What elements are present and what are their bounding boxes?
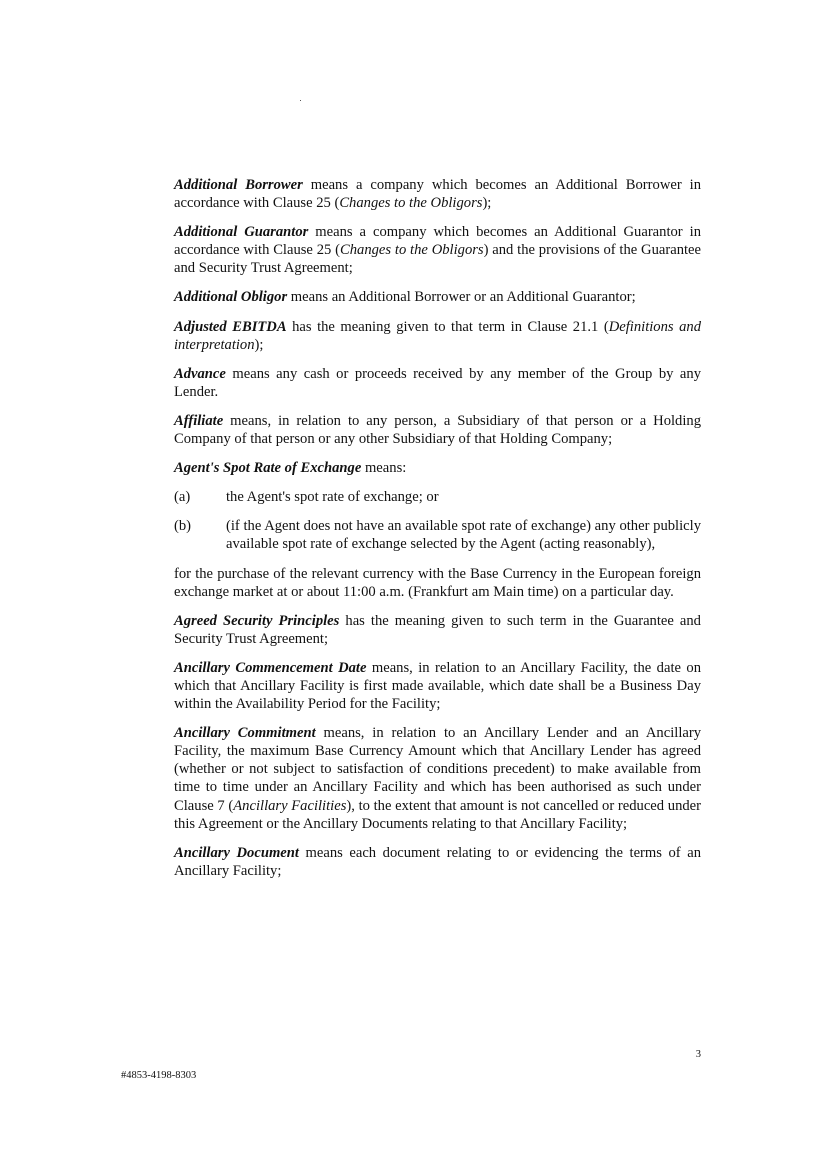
list-label: (a) — [174, 489, 191, 506]
definition-text: means, in relation to an Ancillary Facility, the date on which that Ancillary Facility is first made available, which date shall be a Business Day within the Availability Period for the Facility; — [174, 659, 701, 713]
definition-text: ) and the provisions of the Guarantee and Security Trust Agreement; — [174, 242, 702, 277]
defined-term: Additional Obligor — [174, 289, 288, 306]
defined-term: Additional Borrower — [174, 177, 303, 193]
definition-text: has the meaning given to such term in the Guarantee and Security Trust Agreement; — [174, 612, 701, 647]
definition-paragraph — [174, 176, 701, 212]
definition-paragraph — [174, 459, 701, 477]
definition-text: means a company which becomes an Additional Guarantor in accordance with Clause 25 ( — [174, 224, 701, 259]
list-item — [174, 488, 701, 506]
definition-text: ); — [254, 336, 264, 353]
definition-paragraph — [174, 223, 701, 277]
definition-paragraph — [174, 612, 701, 648]
clause-reference: Changes to the Obligors — [340, 242, 484, 259]
definition-paragraph — [174, 365, 701, 401]
defined-term: Agreed Security Principles — [174, 612, 340, 629]
continuation-paragraph: for the purchase of the relevant currency with the Base Currency in the European foreign exchange market at or about 11:00 a.m. (Frankfurt am Main time) on a particular day. — [174, 565, 701, 600]
document-id: #4853-4198-8303 — [121, 1070, 197, 1081]
clause-reference: Definitions and interpretation — [174, 318, 701, 353]
clause-reference: Ancillary Facilities — [233, 797, 347, 814]
definition-text: means a company which becomes an Additional Borrower in accordance with Clause 25 ( — [174, 177, 702, 212]
definition-text: means, in relation to any person, a Subsidiary of that person or a Holding Company of that person or any other Subsidiary of that Holding Company; — [174, 412, 701, 448]
defined-term: Ancillary Commitment — [174, 725, 316, 742]
document-body — [174, 176, 701, 891]
clause-reference: Changes to the Obligors — [339, 195, 483, 212]
list-label: (b) — [174, 518, 192, 535]
definition-text: means each document relating to or evidencing the terms of an Ancillary Facility; — [174, 844, 702, 879]
list-item — [174, 517, 701, 553]
list-text: (if the Agent does not have an available spot rate of exchange) any other publicly available spot rate of exchange selected by the Agent (acting reasonably), — [226, 518, 701, 553]
defined-term: Agent's Spot Rate of Exchange — [174, 460, 362, 477]
definition-text: means, in relation to an Ancillary Lender and an Ancillary Facility, the maximum Base Currency Amount which that Ancillary Lender has agreed (whether or not subject to satisfaction of conditions precedent) to make available from time to time under an Ancillary Facility and which has been authorised as such under Clause 7 ( — [174, 725, 702, 814]
definition-paragraph — [174, 724, 701, 833]
defined-term: Ancillary Document — [174, 844, 299, 861]
definition-paragraph — [174, 844, 701, 880]
defined-term: Additional Guarantor — [174, 224, 309, 241]
page-number: 3 — [695, 1049, 701, 1060]
definition-text: means: — [361, 460, 407, 477]
definition-text: means any cash or proceeds received by any member of the Group by any Lender. — [174, 365, 701, 400]
definition-text: ), to the extent that amount is not cancelled or reduced under this Agreement or the Ancillary Documents relating to that Ancillary Facility; — [174, 797, 701, 832]
stray-mark — [300, 100, 301, 101]
definition-paragraph — [174, 318, 701, 354]
definition-text: ); — [482, 195, 492, 212]
definition-text: means an Additional Borrower or an Additional Guarantor; — [287, 289, 636, 306]
defined-term: Ancillary Commencement Date — [174, 659, 367, 676]
defined-term: Advance — [174, 365, 226, 382]
definition-text: has the meaning given to that term in Clause 21.1 ( — [286, 318, 609, 335]
definition-paragraph — [174, 412, 701, 448]
definition-paragraph — [174, 659, 701, 713]
definition-paragraph — [174, 288, 701, 306]
defined-term: Affiliate — [174, 412, 224, 429]
defined-term: Adjusted EBITDA — [174, 318, 287, 335]
list-text: the Agent's spot rate of exchange; or — [226, 489, 439, 506]
